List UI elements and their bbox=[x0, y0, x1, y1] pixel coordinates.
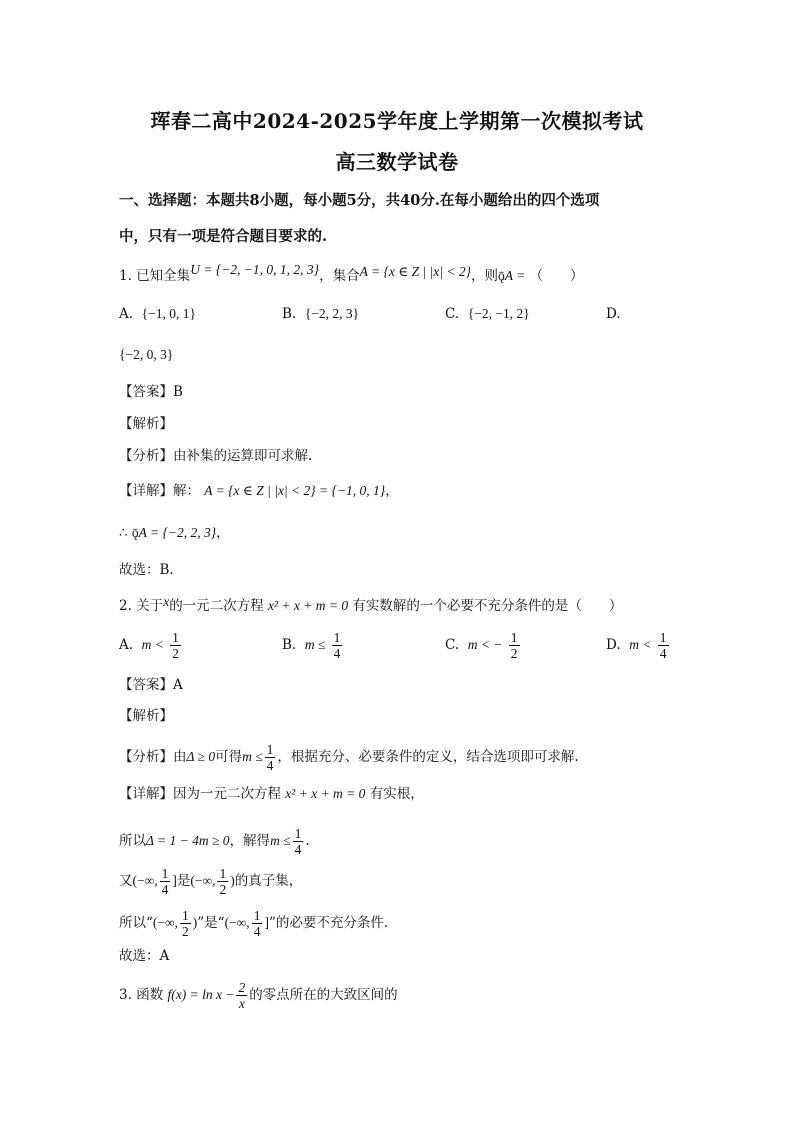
jiexi-label: 【解析】 bbox=[119, 416, 173, 432]
xiangjie-label: 【详解】 bbox=[119, 483, 173, 499]
q1-therefore-math: A = {−2, 2, 3} bbox=[138, 525, 217, 540]
q2-analysis-post: ，根据充分、必要条件的定义，结合选项即可求解. bbox=[277, 749, 579, 765]
fraction-denominator: 4 bbox=[294, 842, 302, 857]
answer-label: 【答案】 bbox=[119, 677, 173, 693]
q2-detail-post: 有实根， bbox=[369, 786, 424, 802]
fenxi-label: 【分析】 bbox=[119, 749, 173, 765]
fraction-numerator: 1 bbox=[294, 826, 302, 841]
exam-title: 珲春二高中2024-2025学年度上学期第一次模拟考试 bbox=[150, 109, 644, 133]
q1-answer-value: B bbox=[173, 384, 183, 400]
q2-analysis-mid: 可得 bbox=[215, 749, 243, 765]
q1-option-d-text: {−2, 0, 3} bbox=[119, 347, 174, 362]
q1-option-c-text: {−2, −1, 2} bbox=[467, 306, 530, 321]
fraction-denominator: 4 bbox=[659, 646, 667, 661]
fraction-denominator: 2 bbox=[182, 924, 189, 939]
q2-option-a-letter: A. bbox=[119, 637, 134, 653]
q1-analysis-text: 由补集的运算即可求解. bbox=[173, 448, 313, 464]
q1-blank: （ ） bbox=[529, 268, 584, 284]
fraction-numerator: 1 bbox=[161, 866, 169, 881]
q2-line-delta bbox=[119, 826, 310, 857]
fraction-numerator: 1 bbox=[219, 866, 227, 881]
q2-analysis-fraction bbox=[265, 742, 276, 773]
q1-detail-pre: 解： bbox=[173, 483, 200, 499]
interval-open: (−∞, bbox=[224, 915, 250, 930]
q2-suoyi-end: . bbox=[305, 833, 310, 849]
fraction-denominator: 4 bbox=[161, 882, 169, 897]
q1-option-b-letter: B. bbox=[282, 306, 297, 322]
fraction-numerator: 1 bbox=[182, 908, 189, 923]
q2-you-post: 的真子集， bbox=[234, 873, 303, 889]
q1-choose: 故选：B． bbox=[119, 562, 183, 578]
q2-analysis-lhs: m ≤ bbox=[242, 749, 263, 764]
fraction-numerator: 1 bbox=[253, 908, 261, 923]
fraction-numerator: 1 bbox=[266, 742, 274, 757]
q3-fraction bbox=[236, 980, 247, 1011]
q1-option-a bbox=[119, 304, 196, 324]
q1-option-b-text: {−2, 2, 3} bbox=[304, 306, 360, 321]
q1-comp-a: A = bbox=[504, 268, 526, 283]
therefore-symbol: ∴ bbox=[119, 525, 128, 541]
q2-option-d-letter: D. bbox=[606, 637, 621, 653]
q2-option-d-lhs: m < bbox=[629, 637, 652, 652]
fraction-denominator: 4 bbox=[253, 924, 261, 939]
fraction-numerator: 1 bbox=[172, 630, 179, 645]
interval-open: (−∞, bbox=[190, 873, 216, 888]
q1-therefore bbox=[119, 523, 230, 543]
q1-option-a-letter: A. bbox=[119, 306, 134, 322]
interval-close-paren: ) bbox=[230, 873, 235, 888]
q1-complement-symbol: ǭ bbox=[497, 268, 505, 283]
q3-stem-post: 的零点所在的大致区间的 bbox=[249, 987, 398, 1003]
xiangjie-label: 【详解】 bbox=[119, 786, 173, 802]
q3-number: 3. bbox=[119, 987, 132, 1003]
q2-suoyi-pre: 所以 bbox=[119, 833, 146, 849]
q3-stem-pre: 函数 bbox=[136, 987, 164, 1003]
interval-fraction-half bbox=[217, 866, 228, 897]
q1-option-c bbox=[445, 304, 530, 324]
interval-open: (−∞, bbox=[132, 873, 158, 888]
q3-stem bbox=[119, 980, 398, 1011]
q2-var-x: x bbox=[163, 594, 170, 609]
q2-option-d bbox=[606, 630, 671, 661]
q2-suoyi-lhs: m ≤ bbox=[270, 833, 291, 848]
q2-option-b bbox=[282, 630, 344, 661]
interval-close-paren: ) bbox=[192, 915, 198, 930]
q2-suoyi2-post: ”的必要不充分条件. bbox=[268, 915, 389, 931]
q2-option-b-letter: B. bbox=[282, 637, 297, 653]
q2-you-pre: 又 bbox=[119, 873, 133, 889]
fraction-denominator: 2 bbox=[219, 882, 227, 897]
q1-stem bbox=[119, 262, 584, 286]
q2-detail-pre: 因为一元二次方程 bbox=[173, 786, 281, 802]
q1-stem-post: ，则 bbox=[470, 268, 498, 284]
q2-suoyi2-mid: ”是“ bbox=[197, 915, 225, 931]
q2-suoyi-fraction bbox=[293, 826, 304, 857]
q2-analysis-math: Δ ≥ 0 bbox=[186, 749, 216, 764]
q1-analysis bbox=[119, 446, 312, 466]
q2-delta-math: Δ = 1 − 4m ≥ 0 bbox=[146, 833, 230, 848]
q2-analysis bbox=[119, 742, 579, 773]
q2-option-b-lhs: m ≤ bbox=[304, 637, 326, 652]
q2-equation: x² + x + m = 0 bbox=[267, 598, 349, 613]
fraction-numerator: 1 bbox=[333, 630, 341, 645]
q1-detail-math: A = {x ∈ Z | |x| < 2} = {−1, 0, 1} bbox=[204, 483, 386, 498]
exam-subtitle: 高三数学试卷 bbox=[335, 150, 459, 174]
q1-stem-mid: ，集合 bbox=[319, 268, 360, 284]
q2-answer bbox=[119, 675, 183, 695]
q1-answer bbox=[119, 382, 183, 402]
fraction-numerator: 1 bbox=[510, 630, 518, 645]
q2-jiexi bbox=[119, 706, 173, 726]
q1-option-d-letter: D. bbox=[606, 306, 621, 322]
q1-option-a-text: {−1, 0, 1} bbox=[141, 306, 196, 321]
q2-option-a-fraction bbox=[170, 630, 181, 661]
q2-option-a bbox=[119, 630, 183, 661]
q2-option-d-fraction bbox=[658, 630, 669, 661]
q2-answer-value: A bbox=[173, 677, 183, 693]
fraction-denominator: 4 bbox=[333, 646, 341, 661]
q2-detail-equation: x² + x + m = 0 bbox=[285, 786, 366, 801]
fenxi-label: 【分析】 bbox=[119, 448, 173, 464]
q2-option-c-letter: C. bbox=[445, 637, 460, 653]
q2-stem-pre: 关于 bbox=[136, 598, 164, 614]
interval-close-bracket: ] bbox=[264, 915, 269, 930]
q2-choose: 故选：A bbox=[119, 948, 170, 964]
q1-number: 1. bbox=[119, 268, 132, 284]
interval-fraction-quarter bbox=[252, 908, 263, 939]
fraction-denominator: x bbox=[238, 996, 245, 1011]
q2-stem bbox=[119, 596, 622, 616]
q2-option-a-lhs: m < bbox=[141, 637, 164, 652]
q2-suoyi2-pre: 所以“ bbox=[119, 915, 153, 931]
fraction-numerator: 2 bbox=[238, 980, 246, 995]
answer-label: 【答案】 bbox=[119, 384, 173, 400]
section-heading-line2: 中，只有一项是符合题目要求的. bbox=[119, 228, 328, 245]
section-heading-line1: 一、选择题：本题共8小题，每小题5分，共40分.在每小题给出的四个选项 bbox=[119, 192, 600, 209]
q1-detail bbox=[119, 481, 399, 501]
q2-suoyi-mid: ，解得 bbox=[229, 833, 271, 849]
fraction-denominator: 2 bbox=[510, 646, 518, 661]
q1-therefore-post: ， bbox=[216, 525, 230, 541]
q1-detail-post: ， bbox=[385, 483, 399, 499]
jiexi-label: 【解析】 bbox=[119, 708, 173, 724]
q2-analysis-pre: 由 bbox=[173, 749, 187, 765]
q1-jiexi bbox=[119, 414, 173, 434]
q2-option-c bbox=[445, 630, 522, 661]
fraction-numerator: 1 bbox=[659, 630, 667, 645]
q1-set-a: A = {x ∈ Z | |x| < 2} bbox=[359, 264, 471, 279]
q2-detail bbox=[119, 784, 424, 804]
q3-function: f(x) = ln x − bbox=[167, 987, 235, 1002]
q2-option-c-fraction bbox=[509, 630, 520, 661]
q2-line-conclusion bbox=[119, 908, 388, 939]
q2-you-mid: 是 bbox=[176, 873, 191, 889]
q2-stem-mid: 的一元二次方程 bbox=[169, 598, 264, 614]
q1-set-u: U = {−2, −1, 0, 1, 2, 3} bbox=[190, 262, 320, 277]
q1-option-b bbox=[282, 304, 359, 324]
interval-fraction-half bbox=[180, 908, 191, 939]
q1-complement-symbol-2: ǭ bbox=[131, 525, 139, 540]
fraction-denominator: 2 bbox=[172, 646, 179, 661]
q2-line-subset bbox=[119, 866, 302, 897]
q2-option-b-fraction bbox=[332, 630, 343, 661]
q1-option-c-letter: C. bbox=[445, 306, 460, 322]
q2-stem-post: 有实数解的一个必要不充分条件的是（ ） bbox=[352, 598, 623, 614]
interval-open: (−∞, bbox=[152, 915, 179, 930]
interval-fraction-quarter bbox=[160, 866, 171, 897]
q2-option-c-lhs: m < − bbox=[467, 637, 503, 652]
q2-number: 2. bbox=[119, 598, 132, 614]
q1-stem-pre: 已知全集 bbox=[136, 268, 191, 284]
fraction-denominator: 4 bbox=[266, 758, 274, 773]
interval-close-bracket: ] bbox=[172, 873, 177, 888]
